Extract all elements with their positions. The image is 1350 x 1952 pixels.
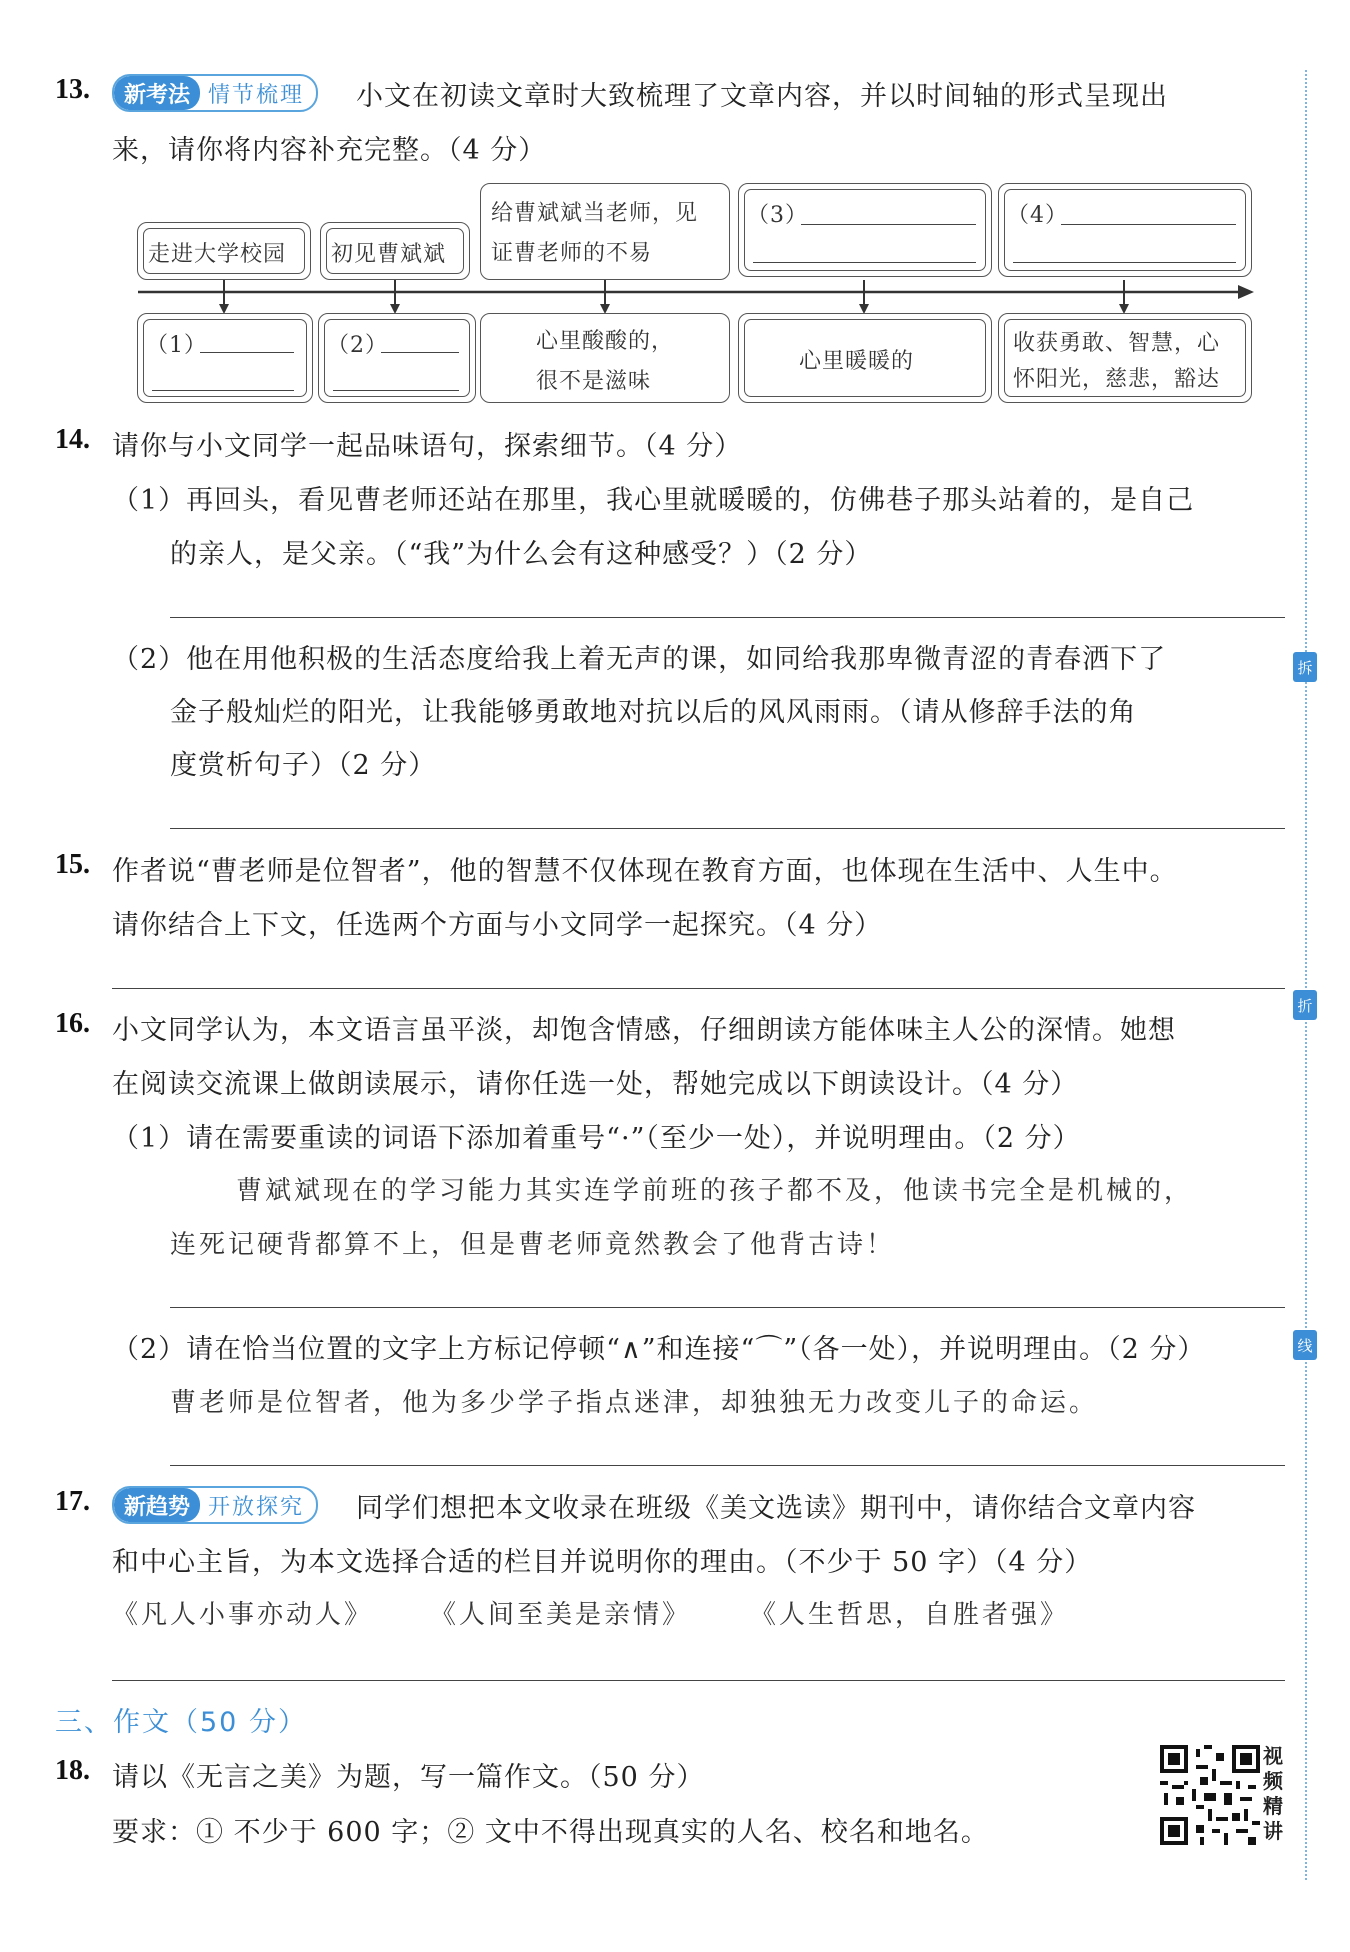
- bottom-box-3-line1: 心里酸酸的，: [536, 329, 675, 354]
- side-tab-3: 线: [1293, 1330, 1317, 1360]
- q14-p2-line1: （2）他在用他积极的生活态度给我上着无声的课，如同给我那卑微青涩的青春洒下了: [112, 644, 1167, 675]
- q13-line1: 小文在初读文章时大致梳理了文章内容，并以时间轴的形式呈现出: [356, 81, 1168, 112]
- top-box-4-label: （3）: [747, 203, 808, 228]
- q16-p1-text1: 曹斌斌现在的学习能力其实连学前班的孩子都不及，他读书完全是机械的，: [236, 1176, 1194, 1206]
- tag-open-explore: 开放探究: [208, 1494, 305, 1520]
- bottom-box-3-line2: 很不是滋味: [536, 369, 652, 394]
- answer-blank[interactable]: [1061, 224, 1236, 225]
- top-box-3-line1: 给曹斌斌当老师，见: [491, 201, 699, 226]
- q15-number: 15.: [55, 849, 90, 880]
- bottom-box-4-text: 心里暖暖的: [799, 349, 915, 374]
- q16-p2: （2）请在恰当位置的文字上方标记停顿“∧”和连接“⌒”（各一处），并说明理由。（2 分）: [112, 1334, 1206, 1365]
- timeline-bottom-box-1: [137, 313, 313, 403]
- q14-p1-line1: （1）再回头，看见曹老师还站在那里，我心里就暖暖的，仿佛巷子那头站着的，是自己: [112, 485, 1195, 516]
- q13-line2: 来，请你将内容补充完整。（4 分）: [112, 135, 547, 166]
- q17-option-1: 《凡人小事亦动人》: [112, 1600, 374, 1630]
- answer-line[interactable]: [170, 1465, 1285, 1466]
- qr-code-icon[interactable]: [1160, 1745, 1260, 1845]
- timeline-top-box-2: [320, 222, 470, 280]
- answer-line[interactable]: [112, 1680, 1285, 1681]
- timeline-bottom-box-4: [738, 313, 992, 403]
- bottom-box-5-line1: 收获勇敢、智慧，心: [1013, 331, 1221, 356]
- q17-option-3: 《人生哲思，自胜者强》: [750, 1600, 1070, 1630]
- top-box-2-text: 初见曹斌斌: [331, 242, 447, 267]
- tag-new-method: 新考法: [114, 76, 200, 110]
- q14-p2-line2: 金子般灿烂的阳光，让我能够勇敢地对抗以后的风风雨雨。（请从修辞手法的角: [170, 697, 1137, 728]
- timeline-top-box-4: [738, 183, 992, 277]
- q18-number: 18.: [55, 1755, 90, 1786]
- timeline-bottom-box-2: [318, 313, 476, 403]
- q18-line1: 请以《无言之美》为题，写一篇作文。（50 分）: [112, 1762, 705, 1793]
- side-tab-2: 折: [1293, 990, 1317, 1020]
- answer-blank[interactable]: [152, 390, 294, 391]
- q16-p2-text: 曹老师是位智者，他为多少学子指点迷津，却独独无力改变儿子的命运。: [170, 1388, 1099, 1418]
- qr-label: 视频精讲: [1263, 1744, 1283, 1843]
- q14-p1-line2: 的亲人，是父亲。（“我”为什么会有这种感受？）（2 分）: [170, 539, 873, 570]
- q13-tag: [112, 74, 318, 112]
- q14-number: 14.: [55, 424, 90, 455]
- q17-tag: [112, 1486, 318, 1524]
- answer-blank[interactable]: [1013, 262, 1236, 263]
- section-composition-title: 三、作文（50 分）: [55, 1707, 307, 1738]
- q17-line2: 和中心主旨，为本文选择合适的栏目并说明你的理由。（不少于 50 字）（4 分）: [112, 1547, 1093, 1578]
- answer-blank[interactable]: [801, 224, 976, 225]
- answer-line[interactable]: [170, 1307, 1285, 1308]
- q16-line1: 小文同学认为，本文语言虽平淡，却饱含情感，仔细朗读方能体味主人公的深情。她想: [112, 1015, 1176, 1046]
- answer-blank[interactable]: [381, 352, 459, 353]
- q18-line2: 要求：① 不少于 600 字；② 文中不得出现真实的人名、校名和地名。: [112, 1817, 989, 1848]
- answer-blank[interactable]: [753, 262, 976, 263]
- answer-blank[interactable]: [333, 390, 459, 391]
- q16-p1: （1）请在需要重读的词语下添加着重号“·”（至少一处），并说明理由。（2 分）: [112, 1123, 1081, 1154]
- bottom-box-1-label: （1）: [146, 333, 207, 358]
- timeline-top-box-5: [998, 183, 1252, 277]
- q14-p2-line3: 度赏析句子）（2 分）: [170, 750, 437, 781]
- timeline-bottom-box-3: [480, 313, 730, 403]
- bottom-box-2-label: （2）: [327, 333, 388, 358]
- timeline-top-box-1: [137, 222, 311, 280]
- q13-number: 13.: [55, 74, 90, 105]
- side-tab-1: 拆: [1293, 652, 1317, 682]
- timeline-bottom-box-5: [998, 313, 1252, 403]
- answer-blank[interactable]: [200, 352, 294, 353]
- answer-line[interactable]: [112, 988, 1285, 989]
- q17-option-2: 《人间至美是亲情》: [430, 1600, 692, 1630]
- q15-line2: 请你结合上下文，任选两个方面与小文同学一起探究。（4 分）: [112, 910, 883, 941]
- q14-line1: 请你与小文同学一起品味语句，探索细节。（4 分）: [112, 431, 743, 462]
- bottom-box-5-line2: 怀阳光，慈悲，豁达: [1013, 367, 1221, 392]
- tag-plot-sort: 情节梳理: [208, 82, 305, 108]
- axis-arrowhead: [1238, 285, 1254, 299]
- top-box-5-label: （4）: [1007, 203, 1068, 228]
- margin-dotted-line: [1305, 70, 1307, 1880]
- q16-p1-text2: 连死记硬背都算不上，但是曹老师竟然教会了他背古诗！: [170, 1230, 896, 1260]
- q15-line1: 作者说“曹老师是位智者”，他的智慧不仅体现在教育方面，也体现在生活中、人生中。: [112, 856, 1178, 887]
- q16-line2: 在阅读交流课上做朗读展示，请你任选一处，帮她完成以下朗读设计。（4 分）: [112, 1069, 1079, 1100]
- top-box-1-text: 走进大学校园: [148, 242, 287, 267]
- top-box-3-line2: 证曹老师的不易: [491, 241, 653, 266]
- timeline-top-box-3: [480, 183, 730, 280]
- q17-line1: 同学们想把本文收录在班级《美文选读》期刊中，请你结合文章内容: [356, 1493, 1196, 1524]
- answer-line[interactable]: [170, 828, 1285, 829]
- q17-number: 17.: [55, 1486, 90, 1517]
- tag-new-trend: 新趋势: [114, 1488, 200, 1522]
- answer-line[interactable]: [170, 617, 1285, 618]
- q16-number: 16.: [55, 1008, 90, 1039]
